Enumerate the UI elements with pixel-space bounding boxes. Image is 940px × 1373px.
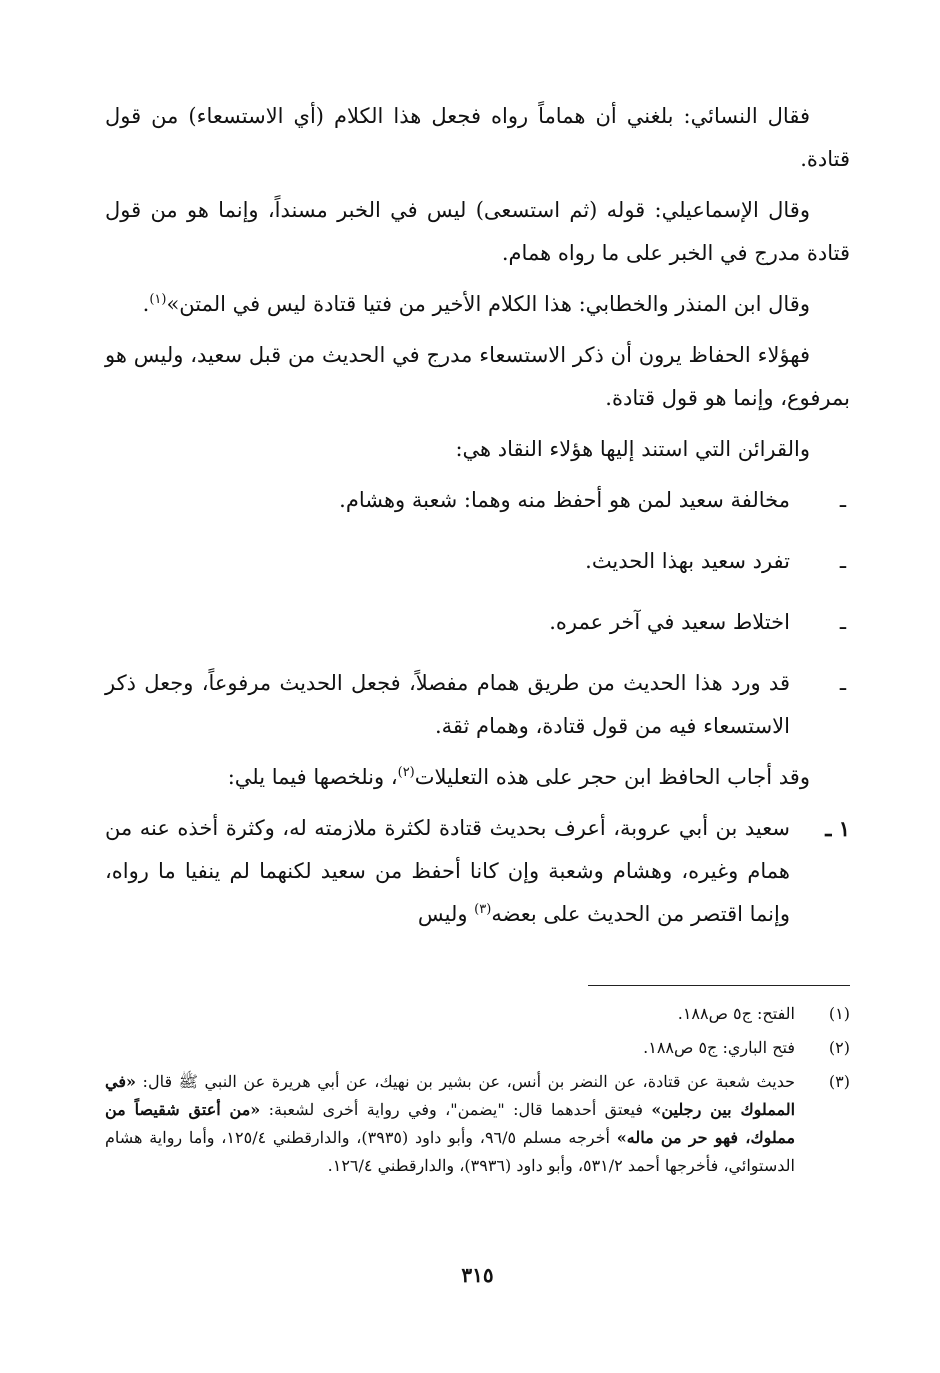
paragraph-ismaili: وقال الإسماعيلي: قوله (ثم استسعى) ليس في الخبر مسنداً، وإنما هو من قول قتادة مدرج في الخبر على ما رواه همام. [105,198,850,265]
footnote-ref-2: (٢) [397,765,415,780]
list-item-text: قد ورد هذا الحديث من طريق همام مفصلاً، فجعل الحديث مرفوعاً، وجعل ذكر الاستسعاء فيه من قول قتادة، وهمام ثقة. [105,671,790,738]
paragraph-end-mark: . [142,292,150,316]
list-item-text: اختلاط سعيد في آخر عمره. [549,610,790,634]
footnote-text: الفتح: ج٥ ص١٨٨. [677,1004,795,1023]
answer-text-end: ، ونلخصها فيما يلي: [227,765,398,789]
page-number: ٣١٥ [461,1263,494,1287]
point-text-end: وليس [417,902,475,926]
footnote-number: (١) [828,1004,850,1023]
footnote-divider [588,985,850,986]
paragraph-ibn-almundhir-text: وقال ابن المنذر والخطابي: هذا الكلام الأخير من فتيا قتادة ليس في المتن» [166,292,810,316]
footnote-number: (٣) [828,1072,850,1091]
point-number: ١ ـ [825,816,850,841]
footnotes [105,1000,850,1186]
paragraph-ibn-hajar-answer [105,756,850,799]
hadith-quote: «في المملوك بين رجلين» [105,1072,796,1119]
footnote-number: (٢) [828,1038,850,1057]
bullet-dash: ـ [839,610,847,634]
paragraph-huffaz: فهؤلاء الحفاظ يرون أن ذكر الاستسعاء مدرج في الحديث من قبل سعيد، وليس هو بمرفوع، وإنما هو قول قتادة. [105,343,850,410]
page-body [105,95,850,1287]
paragraph-qaraen: والقرائن التي استند إليها هؤلاء النقاد هي: [455,437,810,461]
footnote-1 [105,1000,850,1028]
footnote-ref-1: (١) [149,292,167,307]
footnote-text: فيعتق أحدهما قال: "يضمن"، وفي رواية أخرى لشعبة: [260,1100,652,1119]
footnote-ref-3: (٣) [474,902,492,917]
list-item [105,601,850,644]
qaraen-list [105,479,850,748]
bullet-dash: ـ [839,488,847,512]
footnote-text: أخرجه مسلم ٩٦/٥، وأبو داود (٣٩٣٥)، والدارقطني ١٢٥/٤، وأما رواية هشام الدستوائي، فأخرجها أحمد ٥٣١/٢، وأبو داود (٣٩٣٦)، والدارقطني ١٢٦/٤. [105,1128,795,1175]
list-item [105,479,850,522]
hadith-quote: «من أعتق شقيصاً من مملوك، فهو حر من ماله» [105,1100,796,1147]
list-item-text: مخالفة سعيد لمن هو أحفظ منه وهما: شعبة وهشام. [339,488,790,512]
paragraph-nasai: فقال النسائي: بلغني أن هماماً رواه فجعل هذا الكلام (أي الاستسعاء) من قول قتادة. [105,104,850,171]
point-text: سعيد بن أبي عروبة، أعرف بحديث قتادة لكثرة ملازمته له، وكثرة أخذه عنه من همام وغيره، وهشام وشعبة وإن كانا أحفظ من سعيد لكنهما لم ينفيا ما رواه، وإنما اقتصر من الحديث على بعضه [105,816,790,926]
bullet-dash: ـ [839,671,847,695]
bullet-dash: ـ [839,549,847,573]
footnote-2 [105,1034,850,1062]
footnote-text: فتح الباري: ج٥ ص١٨٨. [643,1038,795,1057]
list-item [105,662,850,748]
answer-text: وقد أجاب الحافظ ابن حجر على هذه التعليلات [414,765,810,789]
numbered-point-1 [105,807,850,936]
paragraph-ibn-almundhir [105,283,850,326]
footnote-text: حديث شعبة عن قتادة، عن النضر بن أنس، عن بشير بن نهيك، عن أبي هريرة عن النبي ﷺ قال: [135,1072,795,1091]
list-item-text: تفرد سعيد بهذا الحديث. [585,549,790,573]
list-item [105,540,850,583]
footnote-3 [105,1068,850,1180]
